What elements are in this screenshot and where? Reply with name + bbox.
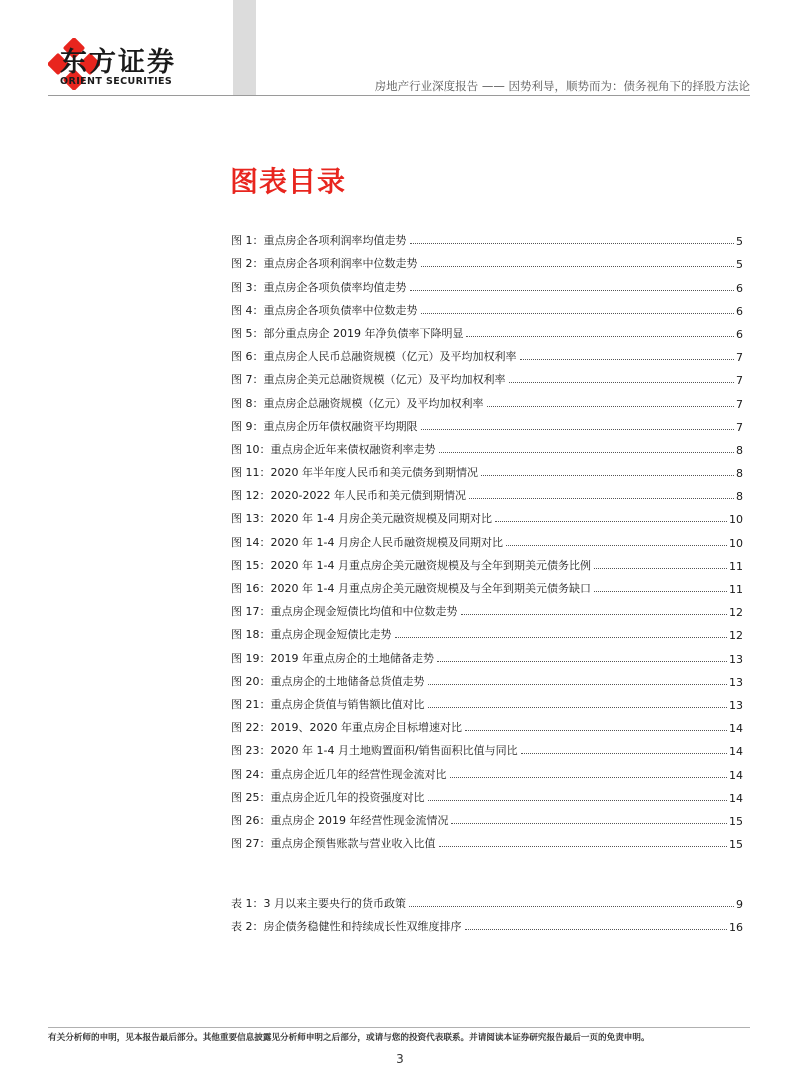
toc-entry[interactable]: [231, 828, 743, 851]
toc-entry[interactable]: [231, 911, 743, 934]
toc-entry-label: 图 5：部分重点房企 2019 年净负债率下降明显: [231, 326, 464, 340]
toc-entry-page: 8: [736, 467, 743, 481]
toc-entry-page: 5: [736, 235, 743, 249]
toc-entry[interactable]: [231, 888, 743, 911]
dot-leader: [509, 382, 735, 383]
toc-entry-page: 11: [729, 559, 743, 573]
toc-entry[interactable]: [231, 805, 743, 828]
dot-leader: [421, 429, 735, 430]
toc-entry-page: 13: [729, 698, 743, 712]
header-divider: [48, 95, 750, 96]
toc-entry-page: 15: [729, 814, 743, 828]
toc-entry-page: 10: [729, 513, 743, 527]
dot-leader: [439, 846, 728, 847]
toc-entry-label: 图 17：重点房企现金短债比均值和中位数走势: [231, 605, 458, 619]
toc-entry-page: 5: [736, 258, 743, 272]
toc-entry[interactable]: [231, 411, 743, 434]
dot-leader: [461, 614, 728, 615]
toc-entry-page: 8: [736, 443, 743, 457]
toc-entry-page: 16: [729, 921, 743, 935]
toc-entry[interactable]: [231, 689, 743, 712]
dot-leader: [481, 475, 734, 476]
logo-text-en: ORIENT SECURITIES: [60, 76, 173, 87]
toc-entry[interactable]: [231, 782, 743, 805]
toc-entry-label: 图 1：重点房企各项利润率均值走势: [231, 234, 407, 248]
toc-entry-label: 图 26：重点房企 2019 年经营性现金流情况: [231, 813, 449, 827]
toc-entry[interactable]: [231, 295, 743, 318]
toc-entry-label: 图 21：重点房企货值与销售额比值对比: [231, 697, 425, 711]
toc-entry-label: 图 22：2019、2020 年重点房企目标增速对比: [231, 721, 462, 735]
toc-entry-label: 图 6：重点房企人民币总融资规模（亿元）及平均加权利率: [231, 350, 517, 364]
toc-entry-label: 图 25：重点房企近几年的投资强度对比: [231, 790, 425, 804]
toc-entry[interactable]: [231, 596, 743, 619]
toc-entry[interactable]: [231, 573, 743, 596]
dot-leader: [410, 290, 735, 291]
dot-leader: [469, 498, 734, 499]
toc-entry-page: 6: [736, 327, 743, 341]
toc-entry-page: 13: [729, 675, 743, 689]
toc-entry-label: 图 10：重点房企近年来债权融资利率走势: [231, 442, 436, 456]
toc-entry-label: 图 4：重点房企各项负债率中位数走势: [231, 303, 418, 317]
dot-leader: [428, 684, 728, 685]
toc-entry[interactable]: [231, 619, 743, 642]
toc-entry-page: 9: [736, 898, 743, 912]
toc-entry-page: 12: [729, 629, 743, 643]
toc-entry-page: 7: [736, 397, 743, 411]
dot-leader: [410, 243, 735, 244]
toc-entry[interactable]: [231, 758, 743, 781]
toc-entry-label: 图 9：重点房企历年债权融资平均期限: [231, 419, 418, 433]
toc-entry[interactable]: [231, 457, 743, 480]
toc-entry-label: 图 27：重点房企预售账款与营业收入比值: [231, 837, 436, 851]
toc-entry[interactable]: [231, 387, 743, 410]
dot-leader: [421, 313, 735, 314]
toc-entry-label: 图 23：2020 年 1-4 月土地购置面积/销售面积比值与同比: [231, 744, 518, 758]
toc-entry[interactable]: [231, 318, 743, 341]
footer-divider: [48, 1027, 750, 1028]
toc-entry-label: 表 1：3 月以来主要央行的货币政策: [231, 897, 406, 911]
toc-entry-label: 图 15：2020 年 1-4 月重点房企美元融资规模及与全年到期美元债务比例: [231, 558, 591, 572]
dot-leader: [495, 521, 727, 522]
dot-leader: [487, 406, 735, 407]
dot-leader: [428, 707, 728, 708]
toc-entry-page: 13: [729, 652, 743, 666]
toc-entry-label: 图 24：重点房企近几年的经营性现金流对比: [231, 767, 447, 781]
toc-entry-page: 14: [729, 768, 743, 782]
dot-leader: [594, 591, 727, 592]
toc-entry-page: 11: [729, 583, 743, 596]
toc-entry[interactable]: [231, 735, 743, 758]
toc-entry-page: 7: [736, 374, 743, 388]
toc-entry-label: 图 19：2019 年重点房企的土地储备走势: [231, 651, 434, 665]
toc-entry[interactable]: [231, 550, 743, 573]
dot-leader: [437, 661, 727, 662]
toc-entry[interactable]: [231, 271, 743, 294]
footer-disclaimer: 有关分析师的申明，见本报告最后部分。其他重要信息披露见分析师申明之后部分，或请与您的投资代表联系。并请阅读本证券研究报告最后一页的免责申明。: [48, 1033, 650, 1043]
toc-entry[interactable]: [231, 480, 743, 503]
toc-entry-page: 10: [729, 536, 743, 550]
toc-entry-label: 图 8：重点房企总融资规模（亿元）及平均加权利率: [231, 396, 484, 410]
toc-entry-label: 图 11：2020 年半年度人民币和美元债务到期情况: [231, 466, 478, 480]
toc-entry[interactable]: [231, 364, 743, 387]
dot-leader: [465, 730, 727, 731]
dot-leader: [521, 753, 727, 754]
toc-entry-page: 12: [729, 606, 743, 620]
toc-entry[interactable]: [231, 503, 743, 526]
dot-leader: [421, 266, 735, 267]
dot-leader: [465, 929, 728, 930]
toc-entry-page: 14: [729, 722, 743, 736]
toc-entry-label: 图 16：2020 年 1-4 月重点房企美元融资规模及与全年到期美元债务缺口: [231, 582, 591, 595]
toc-entry-page: 14: [729, 745, 743, 759]
dot-leader: [506, 545, 727, 546]
report-subtitle: 房地产行业深度报告 —— 因势利导，顺势而为：债务视角下的择股方法论: [374, 79, 750, 93]
toc-entry-page: 14: [729, 791, 743, 805]
dot-leader: [409, 906, 734, 907]
dot-leader: [594, 568, 727, 569]
toc-entry[interactable]: [231, 248, 743, 271]
dot-leader: [439, 452, 735, 453]
dot-leader: [466, 336, 734, 337]
toc-entry-label: 表 2：房企债务稳健性和持续成长性双维度排序: [231, 920, 462, 934]
toc-entry[interactable]: [231, 666, 743, 689]
toc-entry-label: 图 18：重点房企现金短债比走势: [231, 628, 392, 642]
toc-entry[interactable]: [231, 341, 743, 364]
figure-list: [231, 225, 743, 851]
toc-entry-label: 图 14：2020 年 1-4 月房企人民币融资规模及同期对比: [231, 535, 503, 549]
toc-entry-label: 图 13：2020 年 1-4 月房企美元融资规模及同期对比: [231, 512, 492, 526]
toc-entry-page: 7: [736, 420, 743, 434]
toc-entry-page: 15: [729, 838, 743, 852]
page-number: 3: [396, 1052, 404, 1066]
toc-entry-page: 6: [736, 281, 743, 295]
logo-text-cn: 东方证券: [60, 47, 176, 78]
toc-entry-page: 7: [736, 351, 743, 365]
toc-entry-page: 6: [736, 304, 743, 318]
toc-entry-label: 图 12：2020-2022 年人民币和美元债到期情况: [231, 489, 466, 503]
page-title: 图表目录: [230, 165, 347, 198]
toc-entry-label: 图 20：重点房企的土地储备总货值走势: [231, 674, 425, 688]
toc-entry-label: 图 3：重点房企各项负债率均值走势: [231, 280, 407, 294]
dot-leader: [451, 823, 727, 824]
dot-leader: [395, 637, 728, 638]
toc-entry[interactable]: [231, 434, 743, 457]
toc-entry[interactable]: [231, 526, 743, 549]
dot-leader: [520, 359, 735, 360]
toc-entry-label: 图 2：重点房企各项利润率中位数走势: [231, 257, 418, 271]
toc-entry-page: 8: [736, 490, 743, 504]
dot-leader: [428, 800, 728, 801]
toc-entry-label: 图 7：重点房企美元总融资规模（亿元）及平均加权利率: [231, 373, 506, 387]
toc-entry[interactable]: [231, 225, 743, 248]
toc-entry[interactable]: [231, 642, 743, 665]
toc-entry[interactable]: [231, 712, 743, 735]
dot-leader: [450, 777, 728, 778]
table-list: [231, 888, 743, 934]
